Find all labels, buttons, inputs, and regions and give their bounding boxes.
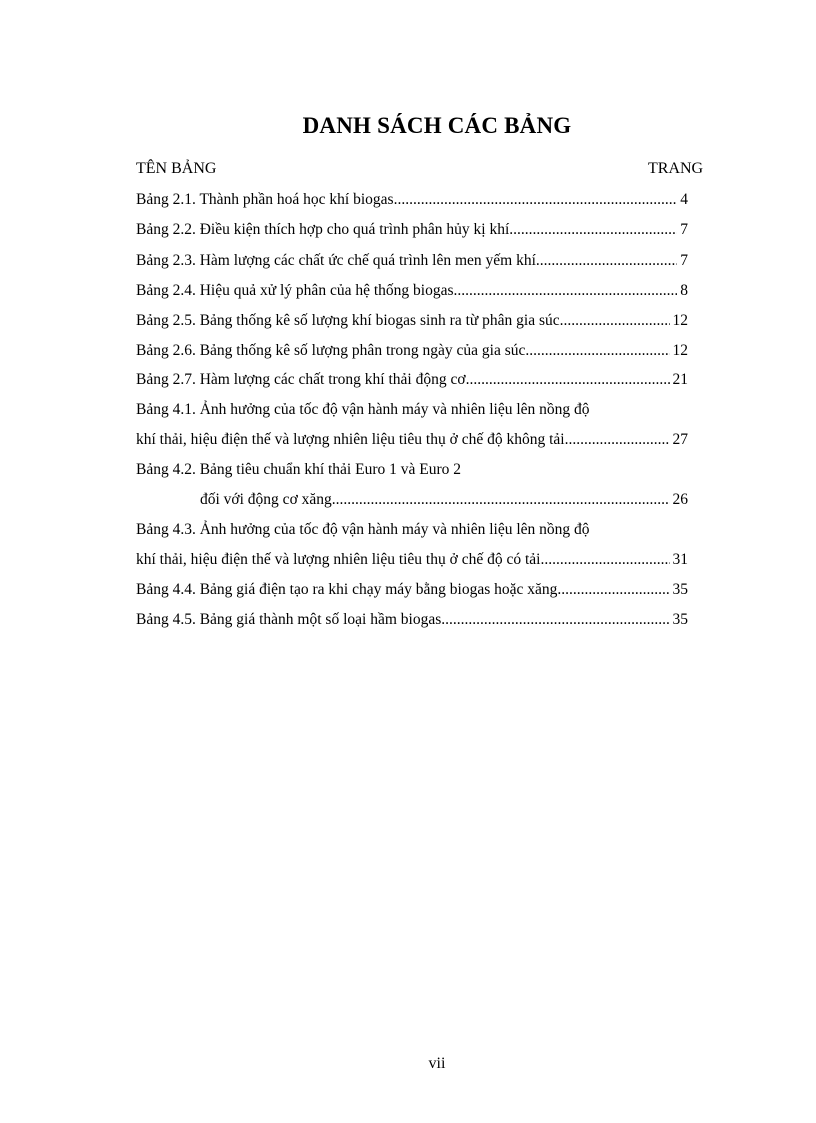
toc-entry-text: Bảng 4.5. Bảng giá thành một số loại hầm biogas xyxy=(136,611,442,628)
toc-entry-line1[interactable] xyxy=(136,399,688,421)
toc-entry-text: Bảng 2.1. Thành phần hoá học khí biogas xyxy=(136,191,394,208)
toc-entry[interactable] xyxy=(136,549,688,571)
leader-dots xyxy=(544,549,669,571)
toc-entry-page: 31 xyxy=(672,551,688,568)
toc-entry-line1[interactable] xyxy=(136,459,688,481)
toc-entry-text: Bảng 2.4. Hiệu quả xử lý phân của hệ thống biogas xyxy=(136,282,454,299)
toc-entry-text: khí thải, hiệu điện thế và lượng nhiên liệu tiêu thụ ở chế độ có tải. xyxy=(136,551,545,568)
leader-dots xyxy=(525,340,669,362)
toc-entry-page: 8 xyxy=(680,282,688,299)
column-header-page: TRANG xyxy=(648,160,704,177)
leader-dots xyxy=(536,250,677,272)
leader-dots xyxy=(565,429,670,451)
toc-entry[interactable] xyxy=(136,250,688,272)
toc-entry-line1[interactable] xyxy=(136,519,688,541)
toc-entry-text: Bảng 4.4. Bảng giá điện tạo ra khi chạy máy bằng biogas hoặc xăng xyxy=(136,581,558,598)
leader-dots xyxy=(394,189,678,211)
toc-entry[interactable] xyxy=(136,369,688,391)
toc-entry[interactable] xyxy=(136,340,688,362)
toc-entry[interactable] xyxy=(136,219,688,241)
toc-entry[interactable] xyxy=(136,429,688,451)
leader-dots xyxy=(560,310,670,332)
toc-entry[interactable] xyxy=(136,189,688,211)
toc-entry-page: 4 xyxy=(680,191,688,208)
toc-entry-page: 7 xyxy=(680,221,688,238)
toc-entry-text: Bảng 2.2. Điều kiện thích hợp cho quá trình phân hủy kị khí xyxy=(136,221,510,238)
toc-entry-page: 35 xyxy=(672,611,688,628)
toc-entry-page: 26 xyxy=(672,491,688,508)
page-title: DANH SÁCH CÁC BẢNG xyxy=(302,113,572,138)
toc-entry-page: 21 xyxy=(672,371,688,388)
toc-entry-page: 12 xyxy=(672,312,688,329)
leader-dots xyxy=(557,579,669,601)
page-number: vii xyxy=(428,1055,446,1072)
toc-entry-page: 27 xyxy=(672,431,688,448)
toc-entry[interactable] xyxy=(136,310,688,332)
toc-entry-page: 35 xyxy=(672,581,688,598)
column-header-table-name: TÊN BẢNG xyxy=(136,160,217,177)
toc-entry-text: Bảng 4.1. Ảnh hưởng của tốc độ vận hành máy và nhiên liệu lên nồng độ xyxy=(136,401,590,418)
toc-entry-page: 12 xyxy=(672,342,688,359)
toc-entry[interactable] xyxy=(136,579,688,601)
leader-dots xyxy=(453,280,677,302)
leader-dots xyxy=(509,219,677,241)
toc-entry[interactable] xyxy=(136,280,688,302)
toc-entry[interactable] xyxy=(200,489,688,511)
toc-entry-text: Bảng 2.5. Bảng thống kê số lượng khí biogas sinh ra từ phân gia súc xyxy=(136,312,560,329)
toc-entry-text: đối với động cơ xăng xyxy=(200,491,332,508)
toc-entry-text: Bảng 4.3. Ảnh hưởng của tốc độ vận hành máy và nhiên liệu lên nồng độ xyxy=(136,521,590,538)
toc-entry-text: Bảng 2.7. Hàm lượng các chất trong khí thải động cơ xyxy=(136,371,466,388)
toc-entry[interactable] xyxy=(136,609,688,631)
leader-dots xyxy=(441,609,669,631)
toc-entry-text: Bảng 2.3. Hàm lượng các chất ức chế quá trình lên men yếm khí xyxy=(136,252,536,269)
toc-entry-page: 7 xyxy=(680,252,688,269)
leader-dots xyxy=(466,369,670,391)
toc-entry-text: Bảng 4.2. Bảng tiêu chuẩn khí thải Euro 1 và Euro 2 xyxy=(136,461,462,478)
toc-entry-text: khí thải, hiệu điện thế và lượng nhiên liệu tiêu thụ ở chế độ không tải xyxy=(136,431,565,448)
leader-dots xyxy=(332,489,670,511)
toc-entry-text: Bảng 2.6. Bảng thống kê số lượng phân trong ngày của gia súc xyxy=(136,342,526,359)
